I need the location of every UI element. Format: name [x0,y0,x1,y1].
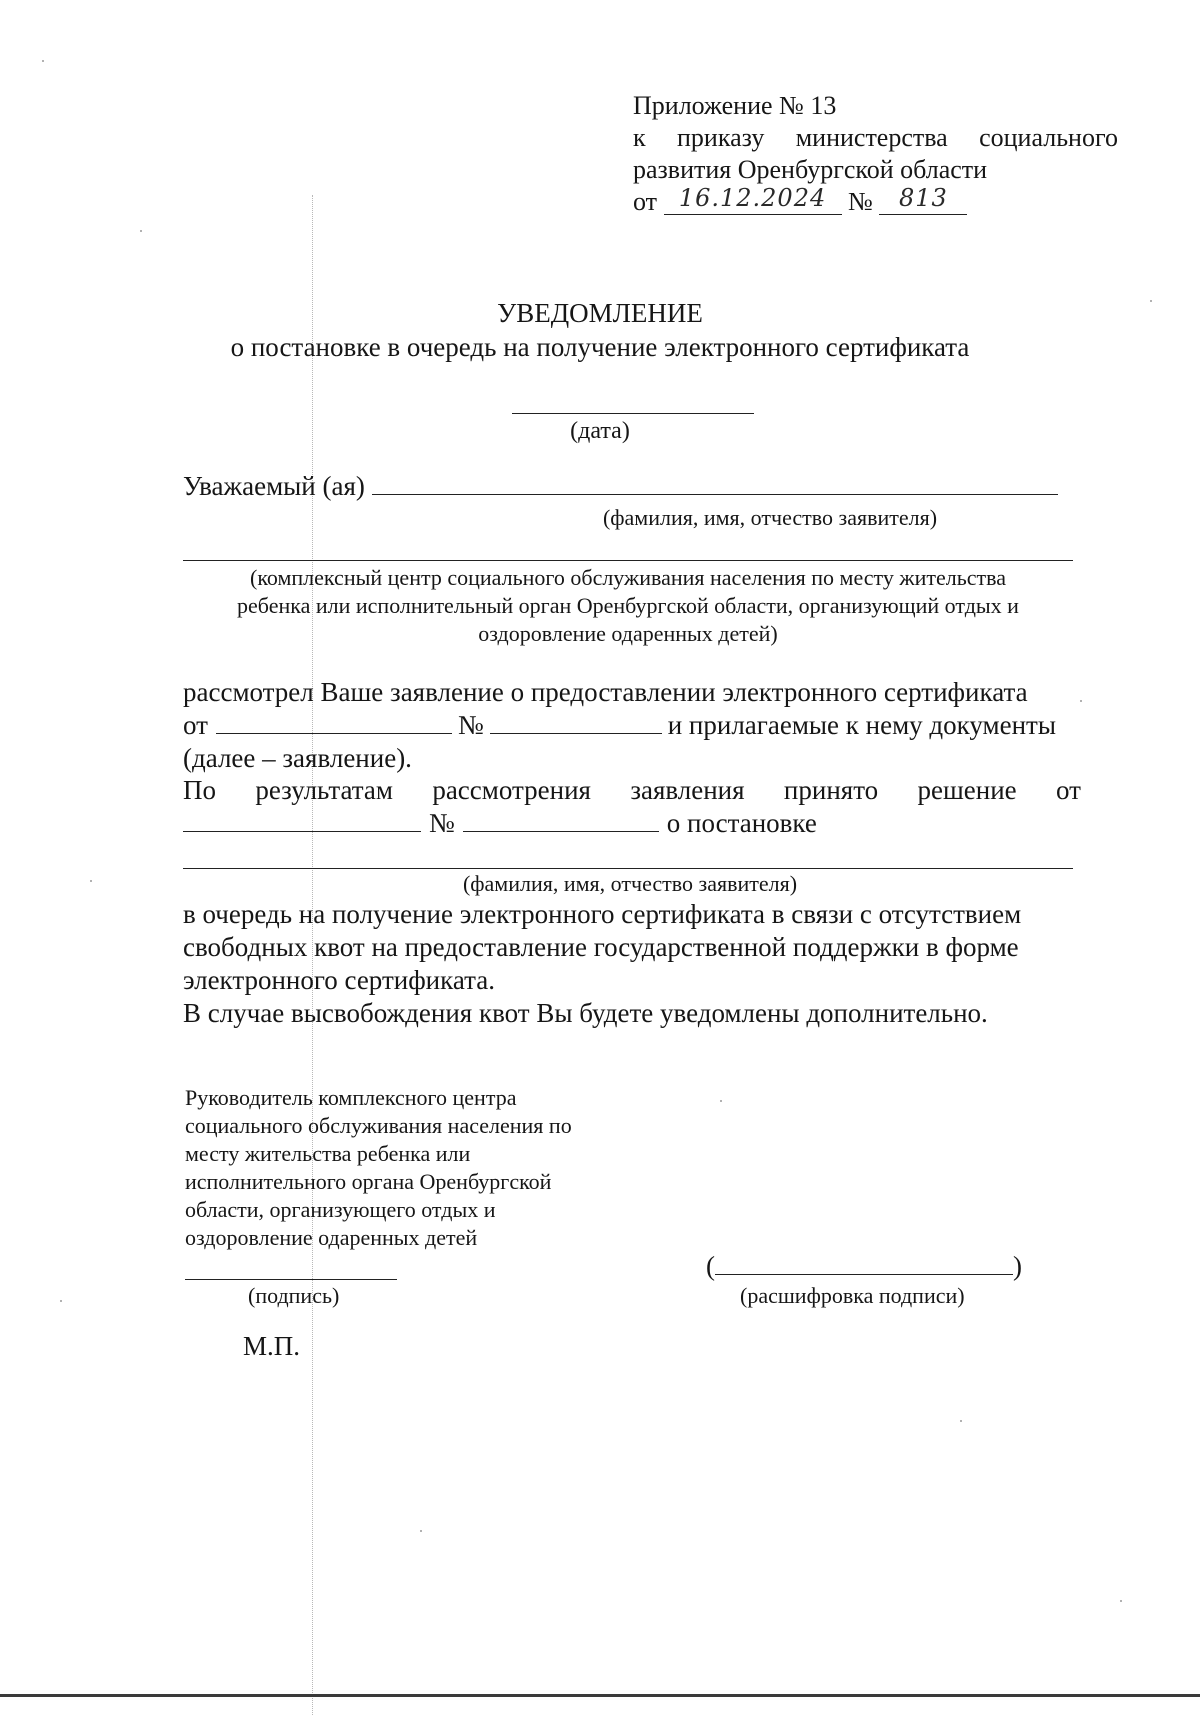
signatory-title-line: месту жительства ребенка или [185,1141,471,1166]
decoding-caption: (расшифровка подписи) [740,1283,965,1308]
appendix-order-line [633,186,1118,219]
scan-speck [140,230,142,232]
decision-date-line [183,807,421,832]
decoding-line [715,1250,1013,1275]
signatory-title-line: оздоровление одаренных детей [185,1225,478,1250]
decision-applicant-line [183,868,1073,869]
appendix-number-label: № [848,187,873,216]
review-line1-text: рассмотрел Ваше заявление о предоставлении электронного сертификата [183,677,1028,707]
queue-line3: электронного сертификата. [183,965,495,995]
organization-caption-line3: оздоровление одаренных детей) [478,621,778,646]
decision-word: от [1056,775,1081,805]
decision-word: решение [917,775,1017,805]
organization-line [183,560,1073,561]
decision-word: принято [783,775,879,805]
decision-word: рассмотрения [432,775,591,805]
appendix-line2: к приказу министерства социального [633,123,1118,152]
organization-caption-line2: ребенка или исполнительный орган Оренбургской области, организующий отдых и [237,593,1019,618]
decision-number-label: № [429,808,455,838]
review-line3: (далее – заявление). [183,743,412,773]
signatory-title-line: исполнительного органа Оренбургской [185,1169,552,1194]
review-line2 [183,709,1083,742]
decision-paragraph [183,774,1081,840]
document-subtitle: о постановке в очередь на получение электронного сертификата [230,332,970,362]
review-line1 [183,676,1083,709]
decision-line2 [183,807,1081,840]
signatory-title-line: области, организующего отдых и [185,1197,496,1222]
salutation-label: Уважаемый (ая) [183,471,365,501]
review-number-label: № [457,710,484,740]
order-number-handwritten: 813 [879,182,967,215]
decision-tail: о постановке [666,808,817,838]
order-date-handwritten: 16.12.2024 [664,182,842,215]
review-paragraph [183,676,1083,775]
decision-number-line [463,807,659,832]
salutation-caption: (фамилия, имя, отчество заявителя) [602,505,938,530]
decoding-field [706,1250,1022,1282]
scan-speck [420,1530,422,1532]
organization-caption-line1: (комплексный центр социального обслуживания населения по месту жительства [250,565,1006,590]
scan-speck [90,880,92,882]
decision-word: результатам [255,775,393,805]
applicant-name-line [372,470,1058,495]
decoding-open-paren: ( [706,1251,715,1281]
date-caption: (дата) [570,418,630,444]
scan-speck [960,1420,962,1422]
salutation-row [183,470,1083,502]
document-title: УВЕДОМЛЕНИЕ [497,298,703,328]
signatory-title-line: Руководитель комплексного центра [185,1085,517,1110]
signature-caption: (подпись) [248,1283,340,1308]
decision-applicant-caption: (фамилия, имя, отчество заявителя) [462,871,798,896]
appendix-line1: Приложение № 13 [633,91,837,120]
organization-caption [183,564,1073,648]
queue-line4: В случае высвобождения квот Вы будете уведомлены дополнительно. [183,998,988,1028]
appendix-from-label: от [633,187,658,216]
review-line2-tail: и прилагаемые к нему документы [667,710,1056,740]
signatory-title-line: социального обслуживания населения по [185,1113,572,1138]
decision-word: По [183,775,216,805]
document-title-block [0,296,1200,364]
decision-line1 [183,774,1081,807]
signatory-title [185,1084,625,1252]
queue-line1: в очередь на получение электронного сертификата в связи с отсутствием [183,899,1022,929]
stamp-place-label: М.П. [243,1331,301,1361]
decision-word: заявления [630,775,745,805]
decoding-close-paren: ) [1013,1251,1022,1281]
date-field-line [512,413,754,414]
signature-line [185,1279,397,1280]
scan-speck [60,1300,62,1302]
application-date-line [216,709,452,734]
queue-paragraph [183,898,1083,1030]
scan-speck [1120,1600,1122,1602]
review-from-label: от [183,710,208,740]
application-number-line [490,709,662,734]
scan-speck [720,1100,722,1102]
queue-line2: свободных квот на предоставление государственной поддержки в форме [183,932,1019,962]
scan-speck [42,60,44,62]
appendix-line3: развития Оренбургской области [633,155,988,184]
appendix-block [633,90,1118,219]
